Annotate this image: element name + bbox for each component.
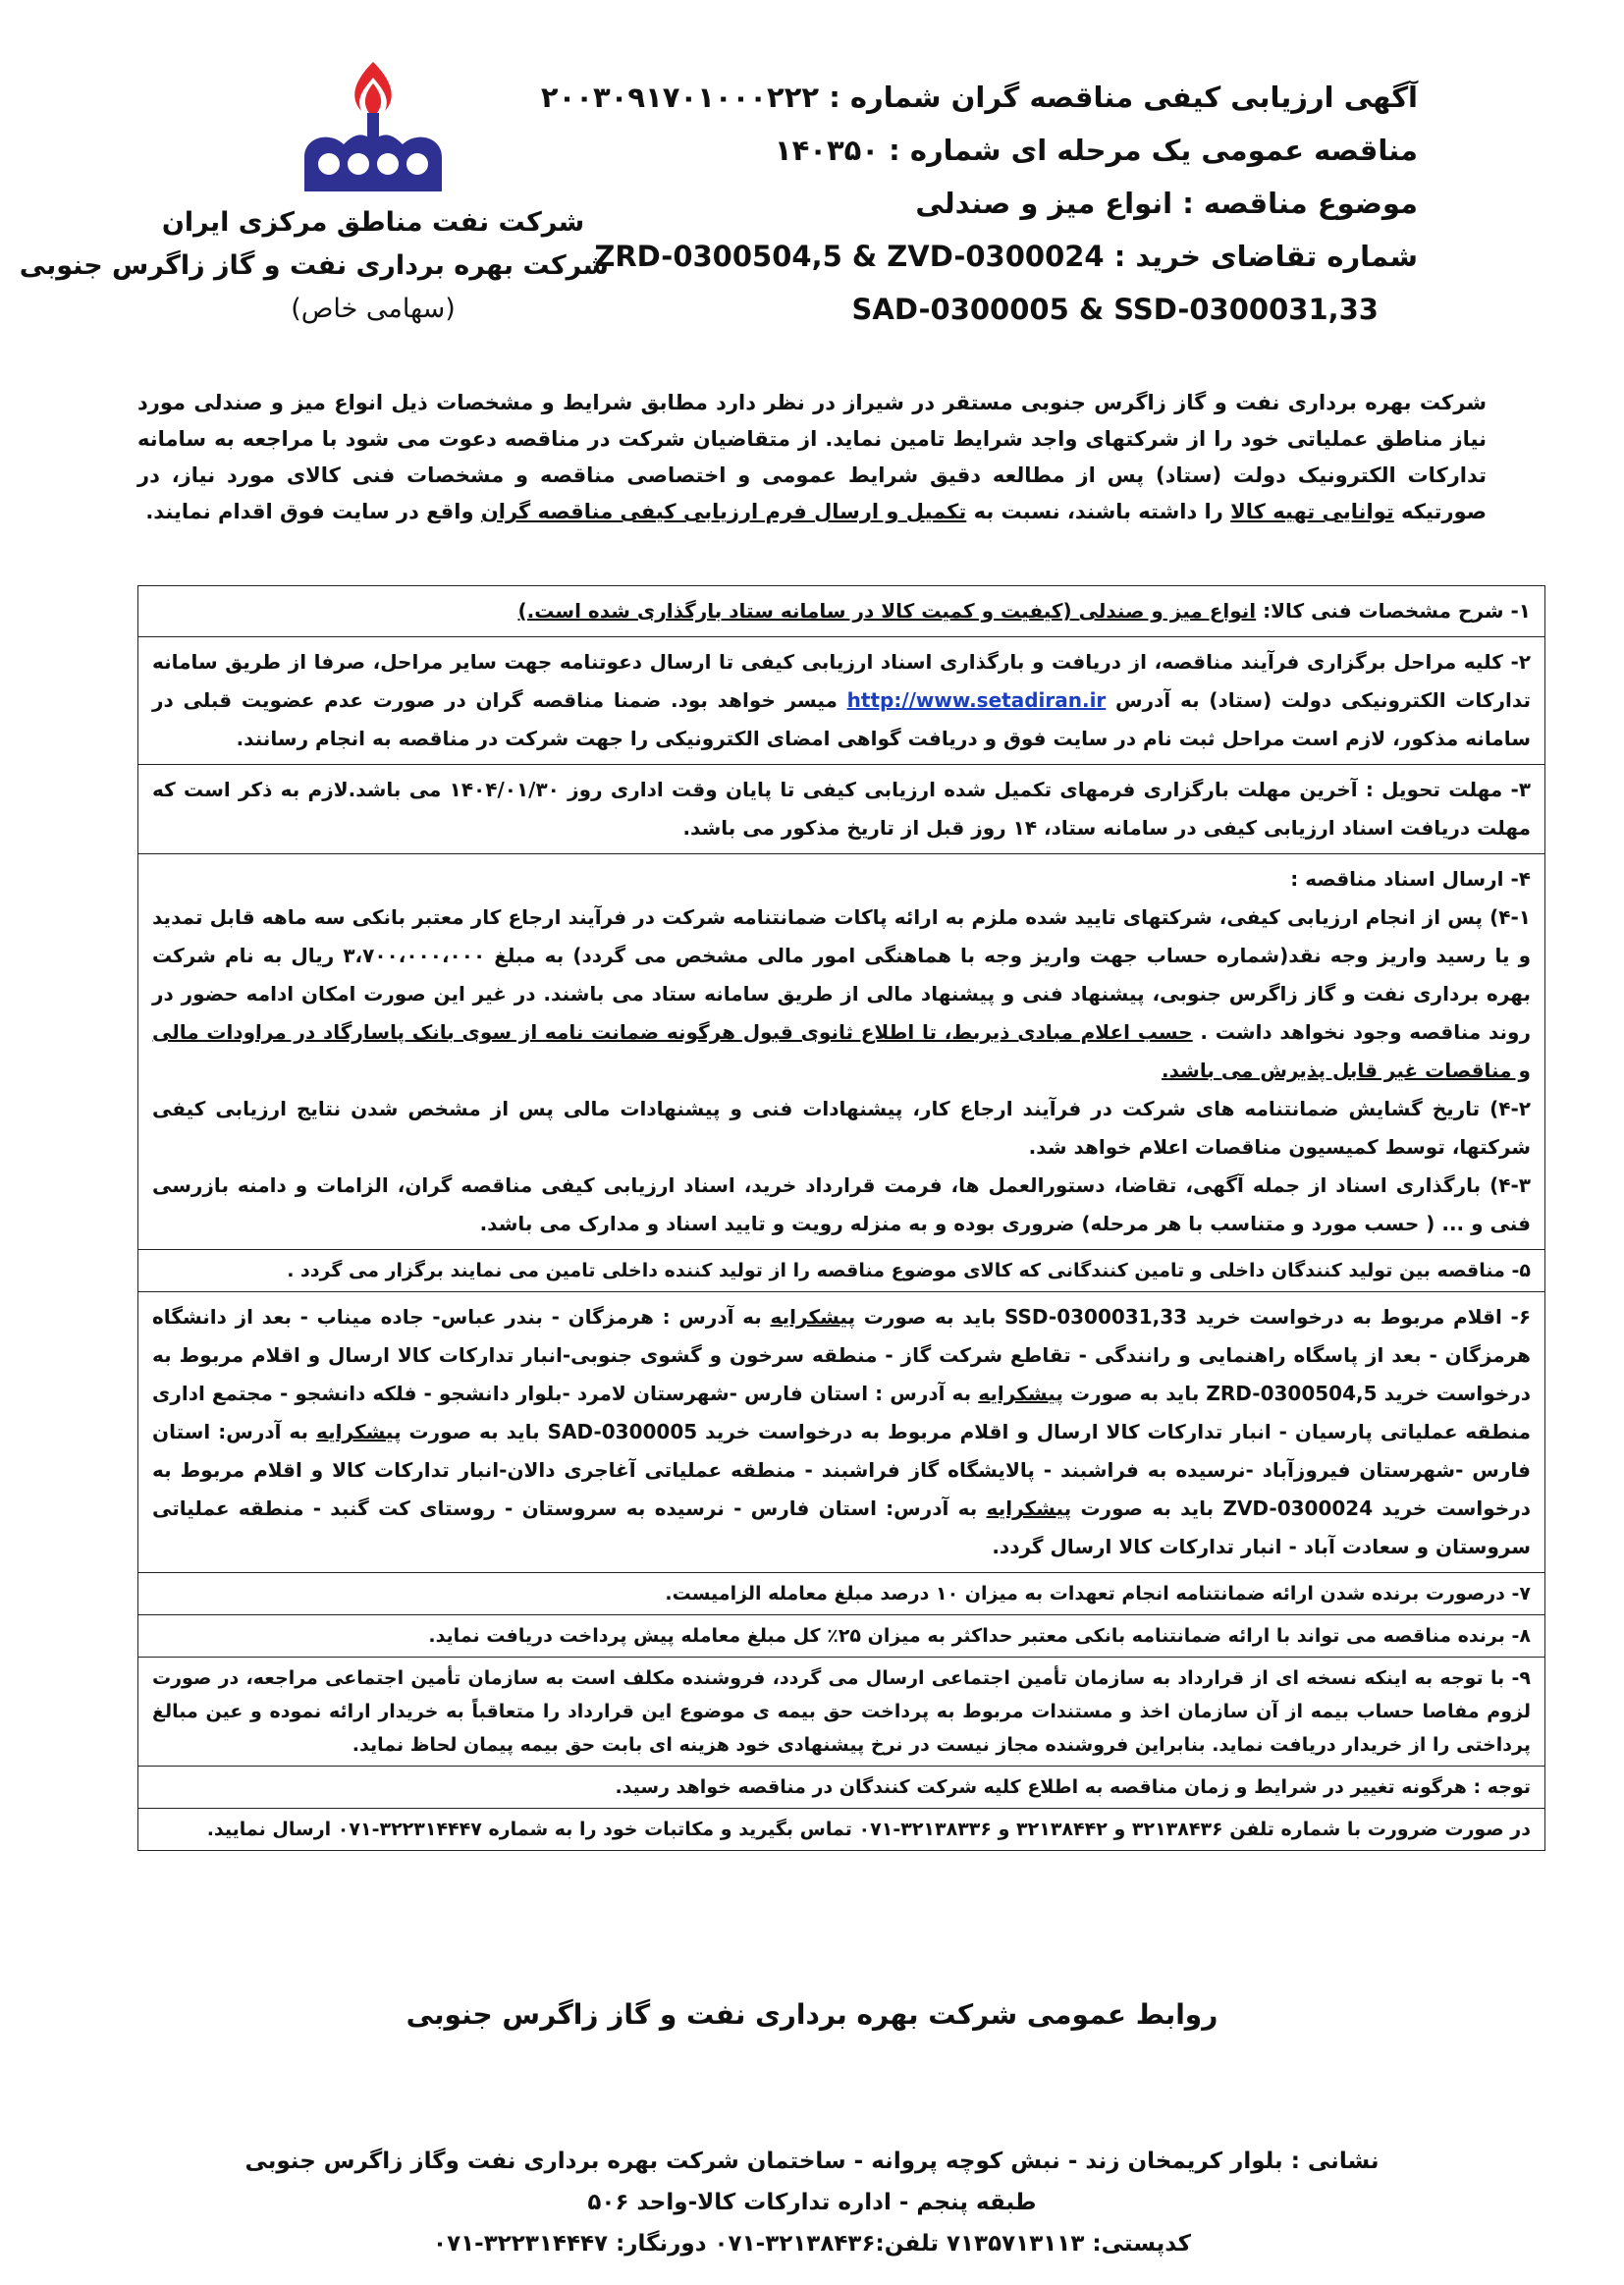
contact-row: در صورت ضرورت با شماره تلفن ۳۲۱۳۸۴۳۶ و ۳۲۱۳۸۴۴۲ و ۳۲۱۳۸۳۳۶-۰۷۱ تماس بگیرید و مکاتبات خود را به شماره ۳۲۲۳۱۴۴۴۷-۰۷۱ ارسال نمایید. [206,1819,1531,1840]
intro-underline-2: تکمیل و ارسال فرم ارزیابی کیفی مناقصه گران [480,500,967,523]
item-4-1 [152,898,1531,1090]
item-7: ۷- درصورت برنده شدن ارائه ضمانتنامه انجام تعهدات به میزان ۱۰ درصد مبلغ معامله الزامیست. [138,1573,1544,1615]
company-name-1: شرکت نفت مناطق مرکزی ایران [161,207,585,238]
header-line-5-code: SAD-0300005 & SSD-0300031,33 [851,293,1379,326]
item-4-1-text: ۴-۱) پس از انجام ارزیابی کیفی، شرکتهای تایید شده ملزم به ارائه پاکات ضمانتنامه شرکت در فرآیند ارجاع کار معتبر بانکی سه ماهه قابل تمدید و یا رسید واریز وجه نقد(شماره حساب جهت واریز وجه با هماهنگی امور مالی مشخص می گردد) به مبلغ ۳،۷۰۰،۰۰۰،۰۰۰ ریال به نام شرکت بهره برداری نفت و گاز زاگرس جنوبی، پیشنهاد فنی و پیشنهاد مالی از طریق سامانه ستاد می باشند. در غیر این صورت امکان ادامه حضور در روند مناقصه وجود نخواهد داشت . [152,905,1532,1044]
item-6-text-b: به آدرس : هرمزگان - بندر عباس- جاده میناب - بعد از دانشگاه هرمزگان - بعد از پاسگاه راهنمایی و رانندگی - تقاطع شرکت گاز - منطقه سرخون و گشوی جنوبی-انبار تدارکات کالا ارسال و اقلام مربوط به درخواست خرید ZRD-0300504,5 باید به صورت [152,1305,1532,1405]
company-name-3: (سهامی خاص) [291,294,456,324]
item-6-underline-3: پیشکرایه [316,1420,402,1443]
item-4-2: ۴-۲) تاریخ گشایش ضمانتنامه های شرکت در فرآیند ارجاع کار، پیشنهادات فنی و پیشنهادات مالی پس از مشخص شدن نتایج ارزیابی کیفی شرکتها، توسط کمیسیون مناقصات اعلام خواهد شد. [152,1097,1531,1159]
item-4-1-underline: حسب اعلام مبادی ذیربط، تا اطلاع ثانوی قبول هرگونه ضمانت نامه از سوی بانک پاسارگاد در مراودات مالی و مناقصات غیر قابل پذیرش می باشد. [152,1020,1531,1082]
company-logo-block [19,54,609,331]
setadiran-link[interactable]: http://www.setadiran.ir [846,688,1107,712]
intro-text-1: شرکت بهره برداری نفت و گاز زاگرس جنوبی مستقر در شیراز در نظر دارد مطابق شرایط و مشخصات ذیل انواع میز و صندلی مورد نیاز مناطق عملیاتی خود را از شرکتهای واجد شرایط تامین نماید. از متقاضیان شرکت در مناقصه دعوت می شود با مراجعه به سامانه تدارکات الکترونیک دولت (ستاد) پس از مطالعه دقیق شرایط عمومی و اختصاصی مناقصه و مشخصات فنی کالای مورد نیاز، در صورتیکه [137,391,1487,523]
intro-underline-1: توانایی تهیه کالا [1230,500,1394,523]
item-1-value: انواع میز و صندلی (کیفیت و کمیت کالا در سامانه ستاد بارگذاری شده است.) [517,599,1257,623]
footer-line-2: طبقه پنجم - اداره تدارکات کالا-واحد ۵۰۶ [587,2190,1037,2215]
item-8: ۸- برنده مناقصه می تواند با ارائه ضمانتنامه بانکی معتبر حداکثر به میزان ۲۵٪ کل مبلغ معامله پیش پرداخت دریافت نماید. [138,1615,1544,1658]
item-5: ۵- مناقصه بین تولید کنندگان داخلی و تامین کنندگانی که کالای موضوع مناقصه را از تولید کننده داخلی تامین می نمایند برگزار می گردد . [138,1250,1544,1292]
header-line-2: مناقصه عمومی یک مرحله ای شماره : ۱۴۰۳۵۰ [774,134,1418,167]
header-line-4 [594,230,1418,283]
item-6-text-c: به آدرس : استان فارس -شهرستان لامرد -بلوار دانشجو - فلکه دانشجو - مجتمع اداری منطقه عملیاتی پارسیان - انبار تدارکات کالا ارسال و اقلام مربوط به درخواست خرید SAD-0300005 باید به صورت [152,1382,1531,1443]
item-6-underline-4: پیشکرایه [986,1496,1072,1520]
item-2 [138,637,1544,765]
intro-paragraph [137,385,1487,530]
item-9: ۹- با توجه به اینکه نسخه ای از قرارداد به سازمان تأمین اجتماعی ارسال می گردد، فروشنده مکلف است به سازمان تأمین اجتماعی مراجعه، در صورت لزوم مفاصا حساب بیمه از آن سازمان اخذ و مستندات مربوط به پرداخت حق بیمه ی موضوع این قرارداد را متعاقباً به خریدار ارائه نموده و عین مبالغ پرداختی را از خریدار دریافت نماید. بنابراین فروشنده مجاز نیست در نرخ پیشنهادی خود هزینه ای بابت حق بیمه پیمان لحاظ نماید. [138,1658,1544,1767]
item-1-label: ۱- شرح مشخصات فنی کالا: [1263,599,1531,623]
item-4 [138,854,1544,1250]
item-1 [138,586,1544,637]
company-name-2: شرکت بهره برداری نفت و گاز زاگرس جنوبی [19,250,609,281]
item-6-text-a: ۶- اقلام مربوط به درخواست خرید SSD-0300031,33 باید به صورت [863,1305,1532,1329]
item-3: ۳- مهلت تحویل : آخرین مهلت بارگزاری فرمهای تکمیل شده ارزیابی کیفی تا پایان وقت اداری روز ۱۴۰۴/۰۱/۳۰ می باشد.لازم به ذکر است که مهلت دریافت اسناد ارزیابی کیفی در سامانه ستاد، ۱۴ روز قبل از تاریخ مذکور می باشد. [138,765,1544,854]
item-4-3: ۴-۳) بارگذاری اسناد از جمله آگهی، تقاضا، دستورالعمل ها، فرمت قرارداد خرید، اسناد ارزیابی کیفی مناقصه گران، الزامات و دامنه بازرسی فنی و ... ( حسب مورد و متناسب با هر مرحله) ضروری بوده و به منزله رویت و تایید اسناد و مدارک می باشد. [152,1173,1531,1235]
item-2-text-b: میسر خواهد بود. ضمنا مناقصه گران در صورت عدم عضویت قبلی در سامانه مذکور، لازم است مراحل ثبت نام در سایت فوق و دریافت گواهی امضای الکترونیکی را جهت شرکت در مناقصه به انجام رسانند. [152,688,1531,750]
note-row: توجه : هرگونه تغییر در شرایط و زمان مناقصه به اطلاع کلیه شرکت کنندگان در مناقصه خواهد رسید. [138,1767,1544,1809]
intro-text-3: واقع در سایت فوق اقدام نمایند. [145,500,474,523]
public-relations-title: روابط عمومی شرکت بهره برداری نفت و گاز زاگرس جنوبی [406,1998,1218,2031]
header-line-1: آگهی ارزیابی کیفی مناقصه گران شماره : ۲۰۰۳۰۹۱۷۰۱۰۰۰۲۲۲ [540,81,1418,114]
item-4-title: ۴- ارسال اسناد مناقصه : [1290,867,1531,891]
nioc-logo-icon [285,54,461,201]
item-2-text-a: ۲- کلیه مراحل برگزاری فرآیند مناقصه، از دریافت و بارگذاری اسناد ارزیابی کیفی تا ارسال دعوتنامه جهت سایر مراحل، صرفا از طریق سامانه تدارکات الکترونیکی دولت (ستاد) به آدرس [152,650,1531,712]
item-6-text-e: به آدرس: استان فارس - نرسیده به سروستان - روستای کت گنبد - منطقه عملیاتی سروستان و سعادت آباد - انبار تدارکات کالا ارسال گردد. [152,1496,1531,1558]
item-6 [138,1292,1544,1573]
item-6-underline-2: پیشکرایه [978,1382,1063,1405]
header-line-5 [672,283,1418,336]
header-line-4-code: ZRD-0300504,5 & ZVD-0300024 [594,240,1105,273]
footer-address [137,2141,1487,2264]
item-6-underline-1: پیشکرایه [770,1305,856,1329]
conditions-box [137,585,1545,1851]
header-line-3: موضوع مناقصه : انواع میز و صندلی [915,187,1418,220]
item-6-text-d: به آدرس: استان فارس -شهرستان فیروزآباد -نرسیده به فراشبند - پالایشگاه گاز فراشبند - منطقه عملیاتی آغاجری دالان-انبار تدارکات کالا و اقلام مربوط به درخواست خرید ZVD-0300024 باید به صورت [152,1420,1531,1520]
tender-header [540,71,1418,336]
footer-line-3: کدپستی: ۷۱۳۵۷۱۳۱۱۳ تلفن:۳۲۱۳۸۴۳۶-۰۷۱ دورنگار: ۳۲۲۳۱۴۴۴۷-۰۷۱ [433,2231,1191,2257]
header-line-4-label: شماره تقاضای خرید : [1113,240,1418,273]
intro-text-2: را داشته باشند، نسبت به [973,500,1223,523]
footer-line-1: نشانی : بلوار کریمخان زند - نبش کوچه پروانه - ساختمان شرکت بهره برداری نفت وگاز زاگرس جنوبی [244,2149,1380,2174]
